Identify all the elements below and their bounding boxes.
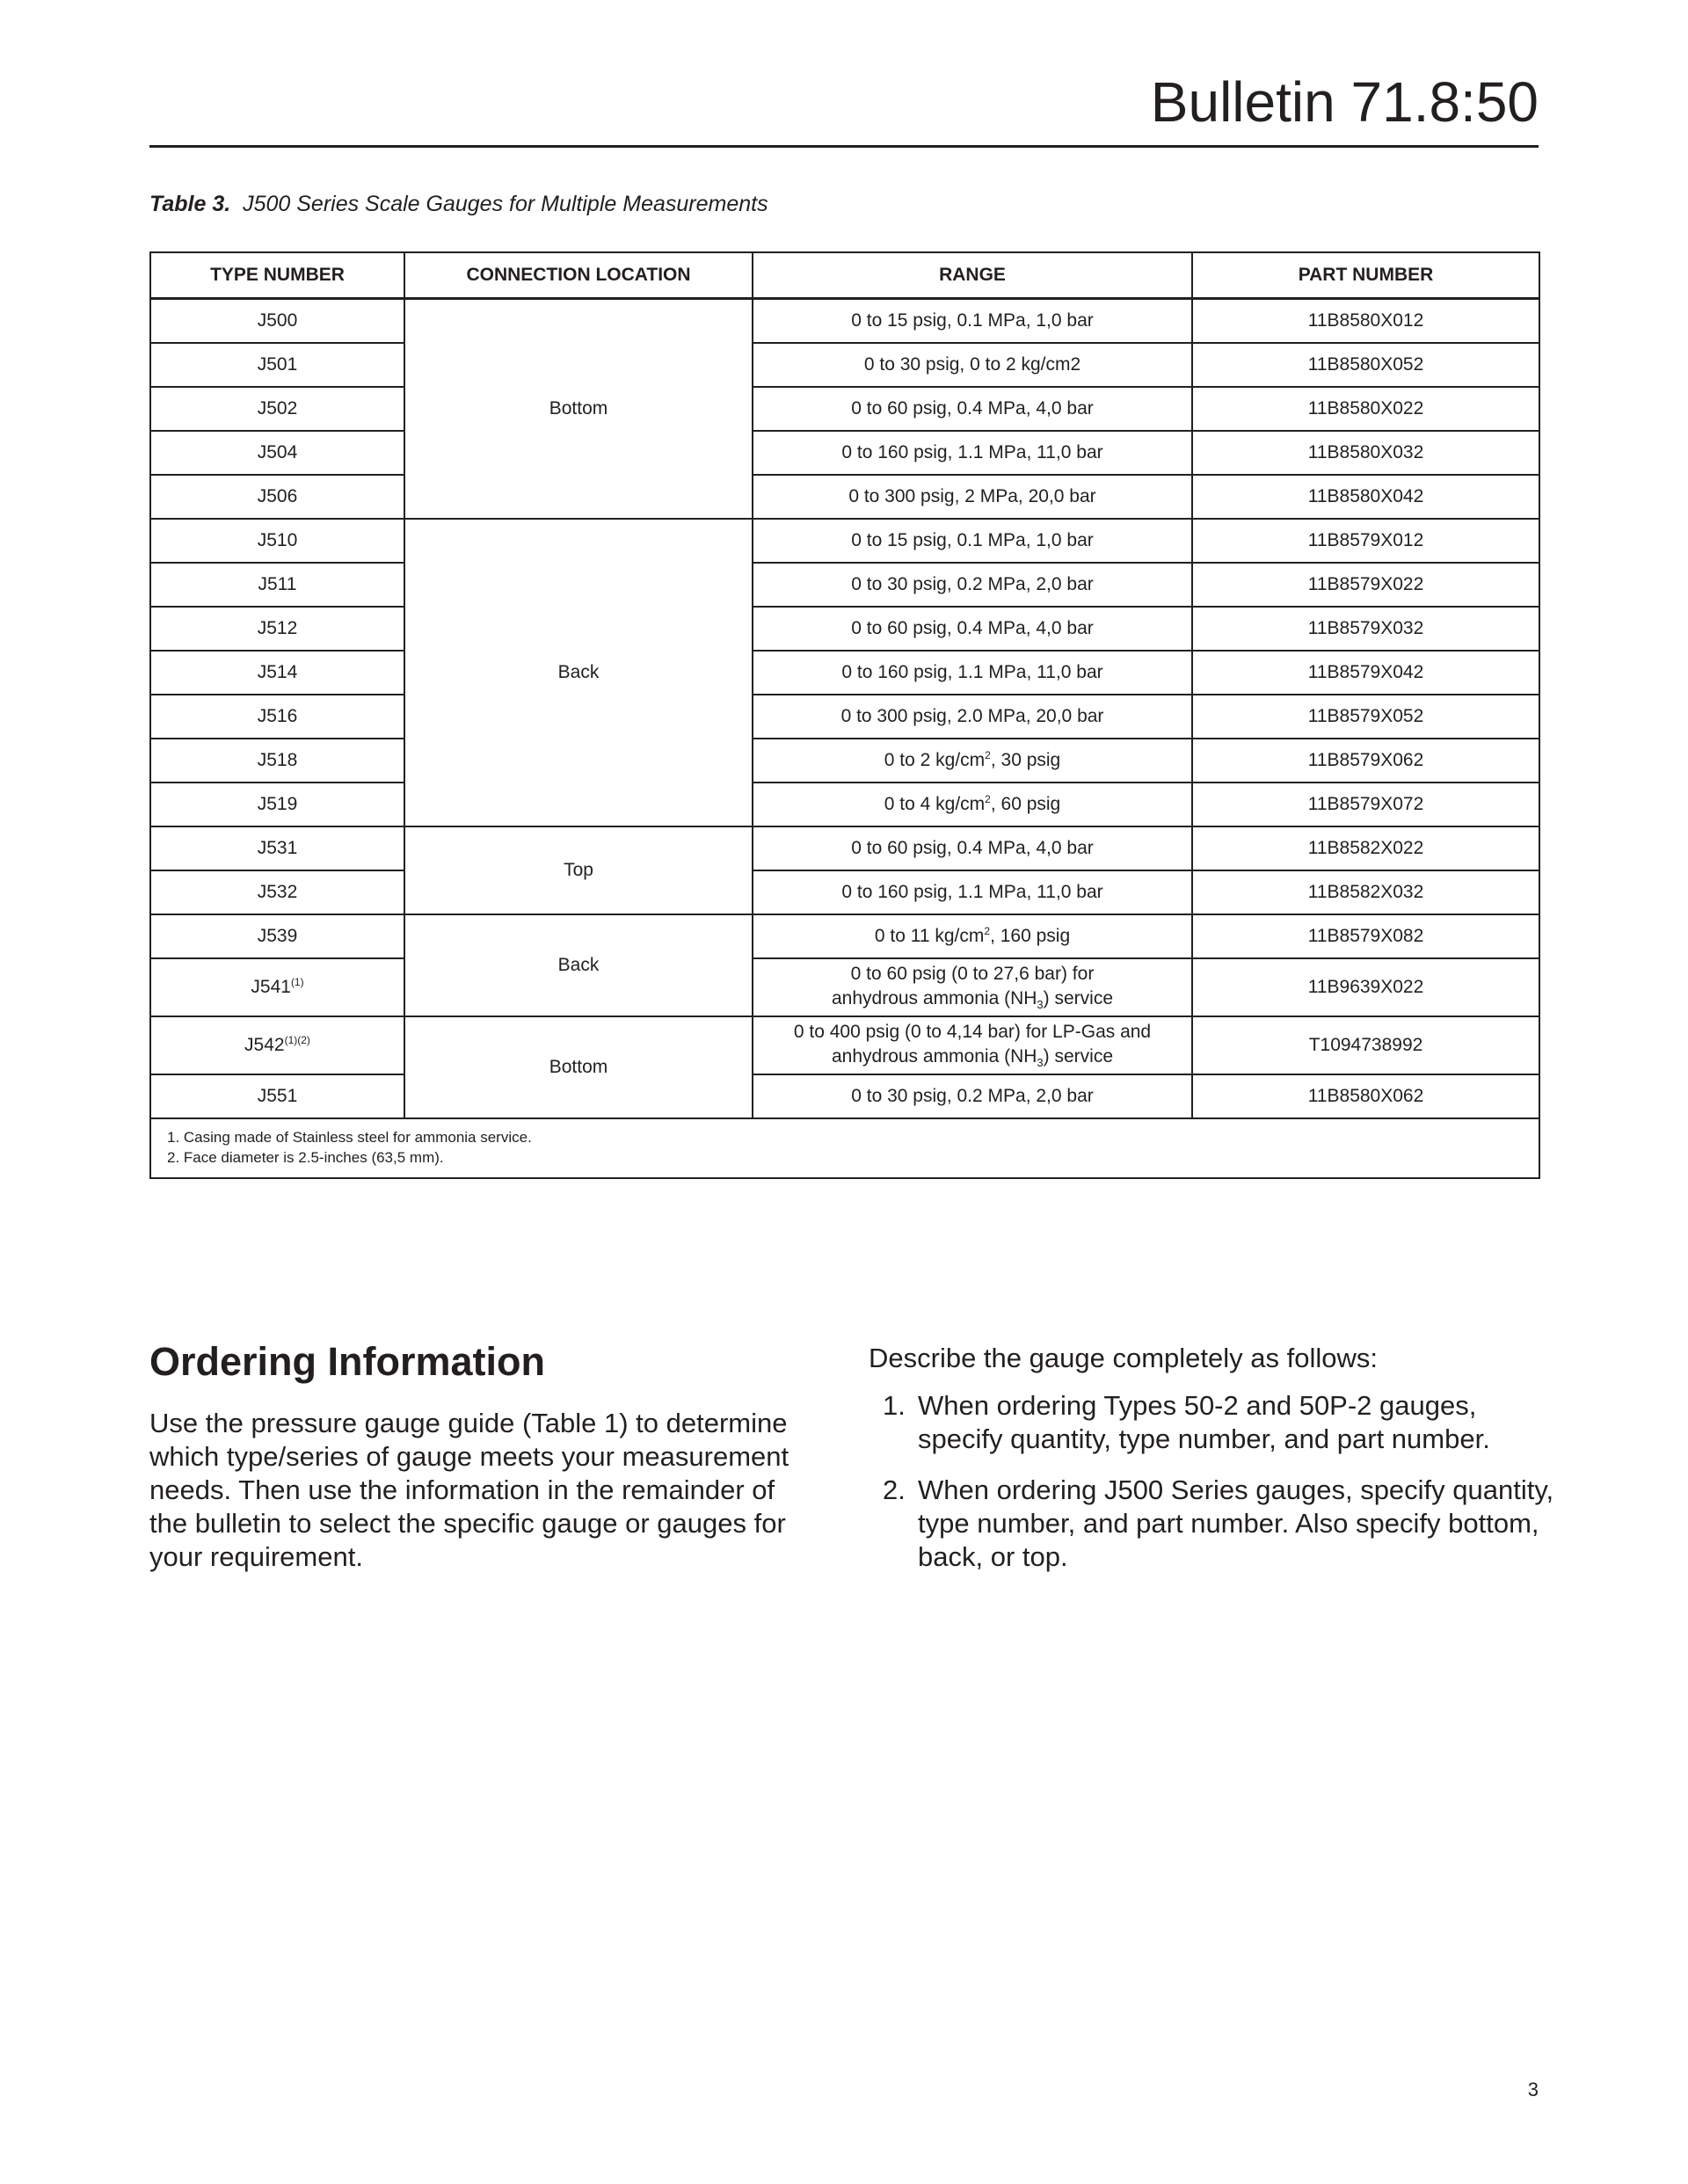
table-row xyxy=(150,651,1539,695)
part-cell: 11B8582X022 xyxy=(1192,826,1539,870)
type-cell: J514 xyxy=(150,651,404,695)
column-header-range: RANGE xyxy=(753,252,1192,299)
range-cell xyxy=(753,1016,1192,1074)
type-cell: J518 xyxy=(150,739,404,783)
range-cell: 0 to 15 psig, 0.1 MPa, 1,0 bar xyxy=(753,519,1192,563)
table-caption-label: Table 3. xyxy=(149,192,231,216)
range-line xyxy=(759,1045,1186,1071)
part-cell: 11B8579X072 xyxy=(1192,783,1539,826)
part-cell: 11B8579X032 xyxy=(1192,607,1539,651)
ordering-right-column xyxy=(869,1342,1554,1591)
type-cell xyxy=(150,958,404,1016)
range-cell xyxy=(753,914,1192,958)
range-text: , 160 psig xyxy=(990,926,1071,947)
table-row xyxy=(150,958,1539,1016)
list-number: 2. xyxy=(883,1474,906,1505)
range-cell xyxy=(753,783,1192,826)
table-row xyxy=(150,607,1539,651)
column-header-part: PART NUMBER xyxy=(1192,252,1539,299)
part-cell: 11B8579X022 xyxy=(1192,563,1539,607)
table-row xyxy=(150,519,1539,563)
subscript: 3 xyxy=(1037,1055,1044,1069)
table-row xyxy=(150,563,1539,607)
table-row xyxy=(150,431,1539,475)
table-row xyxy=(150,870,1539,914)
part-cell: 11B8579X082 xyxy=(1192,914,1539,958)
type-cell: J551 xyxy=(150,1074,404,1118)
ordering-paragraph: Use the pressure gauge guide (Table 1) to determine which type/series of gauge meets your measurement needs. Then use the information in the remainder of the bulletin to select the specific gauge or gauges for your requirement. xyxy=(149,1408,789,1572)
location-cell: Back xyxy=(404,519,753,826)
header-divider xyxy=(149,145,1539,148)
part-cell: 11B8582X032 xyxy=(1192,870,1539,914)
subscript: 3 xyxy=(1037,997,1044,1011)
part-cell: 11B8579X062 xyxy=(1192,739,1539,783)
range-cell: 0 to 300 psig, 2 MPa, 20,0 bar xyxy=(753,475,1192,519)
range-cell: 0 to 30 psig, 0.2 MPa, 2,0 bar xyxy=(753,1074,1192,1118)
superscript: 2 xyxy=(985,749,991,762)
part-cell: 11B8579X042 xyxy=(1192,651,1539,695)
table-row xyxy=(150,387,1539,431)
location-cell: Bottom xyxy=(404,299,753,520)
table-row xyxy=(150,695,1539,739)
range-cell: 0 to 30 psig, 0 to 2 kg/cm2 xyxy=(753,343,1192,387)
list-item xyxy=(869,1474,1554,1574)
table-row xyxy=(150,343,1539,387)
type-cell: J504 xyxy=(150,431,404,475)
part-cell: 11B8579X052 xyxy=(1192,695,1539,739)
type-cell: J519 xyxy=(150,783,404,826)
range-cell: 0 to 60 psig, 0.4 MPa, 4,0 bar xyxy=(753,826,1192,870)
range-cell: 0 to 60 psig, 0.4 MPa, 4,0 bar xyxy=(753,387,1192,431)
range-cell xyxy=(753,958,1192,1016)
part-cell: 11B8579X012 xyxy=(1192,519,1539,563)
type-cell: J500 xyxy=(150,299,404,344)
type-cell: J512 xyxy=(150,607,404,651)
column-header-location: CONNECTION LOCATION xyxy=(404,252,753,299)
part-cell: 11B8580X052 xyxy=(1192,343,1539,387)
part-cell: 11B8580X062 xyxy=(1192,1074,1539,1118)
type-cell: J502 xyxy=(150,387,404,431)
superscript: 2 xyxy=(985,793,991,806)
range-text: 0 to 11 kg/cm xyxy=(874,926,985,947)
range-cell xyxy=(753,739,1192,783)
table-header-row xyxy=(150,252,1539,299)
type-text: J541 xyxy=(251,977,291,998)
list-text: When ordering J500 Series gauges, specify quantity, type number, and part number. Also specify bottom, back, or top. xyxy=(918,1474,1554,1572)
part-cell: 11B9639X022 xyxy=(1192,958,1539,1016)
range-cell: 0 to 160 psig, 1.1 MPa, 11,0 bar xyxy=(753,870,1192,914)
range-text: ) service xyxy=(1043,987,1114,1008)
part-cell: 11B8580X012 xyxy=(1192,299,1539,344)
page-number: 3 xyxy=(1527,2078,1539,2100)
column-header-type: TYPE NUMBER xyxy=(150,252,404,299)
table-row xyxy=(150,1016,1539,1074)
range-text: 0 to 4 kg/cm xyxy=(884,794,986,815)
range-cell: 0 to 160 psig, 1.1 MPa, 11,0 bar xyxy=(753,651,1192,695)
range-text: 0 to 2 kg/cm xyxy=(884,750,986,771)
superscript: 2 xyxy=(984,925,991,938)
range-cell: 0 to 300 psig, 2.0 MPa, 20,0 bar xyxy=(753,695,1192,739)
type-cell: J506 xyxy=(150,475,404,519)
table-row xyxy=(150,783,1539,826)
footnote: 1. Casing made of Stainless steel for ammonia service. xyxy=(167,1129,532,1146)
table-caption-text: J500 Series Scale Gauges for Multiple Measurements xyxy=(243,192,768,216)
part-cell: 11B8580X022 xyxy=(1192,387,1539,431)
range-text: ) service xyxy=(1043,1045,1114,1067)
type-cell: J532 xyxy=(150,870,404,914)
range-line: 0 to 400 psig (0 to 4,14 bar) for LP-Gas and xyxy=(793,1022,1152,1043)
list-item xyxy=(869,1389,1554,1456)
range-line: 0 to 60 psig (0 to 27,6 bar) for xyxy=(850,964,1095,985)
type-cell: J511 xyxy=(150,563,404,607)
location-cell: Top xyxy=(404,826,753,914)
type-cell: J531 xyxy=(150,826,404,870)
range-text: , 60 psig xyxy=(990,794,1061,815)
type-text: J542 xyxy=(244,1035,285,1056)
range-text: anhydrous ammonia (NH xyxy=(831,1045,1037,1067)
table-caption xyxy=(149,193,768,215)
table-notes-row xyxy=(150,1118,1539,1178)
table-row xyxy=(150,1074,1539,1118)
part-cell: 11B8580X032 xyxy=(1192,431,1539,475)
table-row xyxy=(150,826,1539,870)
range-cell: 0 to 60 psig, 0.4 MPa, 4,0 bar xyxy=(753,607,1192,651)
type-cell: J510 xyxy=(150,519,404,563)
range-line xyxy=(759,986,1186,1013)
footnote-ref: (1)(2) xyxy=(284,1034,310,1047)
ordering-list xyxy=(869,1389,1554,1574)
table-row xyxy=(150,475,1539,519)
footnote: 2. Face diameter is 2.5-inches (63,5 mm). xyxy=(167,1148,444,1166)
list-text: When ordering Types 50-2 and 50P-2 gauges, specify quantity, type number, and part number. xyxy=(918,1390,1490,1454)
range-cell: 0 to 160 psig, 1.1 MPa, 11,0 bar xyxy=(753,431,1192,475)
section-heading: Ordering Information xyxy=(149,1339,545,1384)
range-text: anhydrous ammonia (NH xyxy=(831,987,1037,1008)
list-number: 1. xyxy=(883,1390,906,1421)
type-cell: J539 xyxy=(150,914,404,958)
type-cell xyxy=(150,1016,404,1074)
type-cell: J516 xyxy=(150,695,404,739)
table-row xyxy=(150,739,1539,783)
range-text: , 30 psig xyxy=(990,750,1061,771)
table-row xyxy=(150,299,1539,344)
table-row xyxy=(150,914,1539,958)
ordering-intro: Describe the gauge completely as follows: xyxy=(869,1343,1378,1373)
ordering-left-column xyxy=(149,1338,818,1574)
bulletin-title: Bulletin 71.8:50 xyxy=(1150,70,1539,134)
range-cell: 0 to 30 psig, 0.2 MPa, 2,0 bar xyxy=(753,563,1192,607)
location-cell: Back xyxy=(404,914,753,1016)
type-cell: J501 xyxy=(150,343,404,387)
gauge-table xyxy=(149,251,1540,1179)
location-cell: Bottom xyxy=(404,1016,753,1118)
footnote-ref: (1) xyxy=(290,976,304,989)
part-cell: T1094738992 xyxy=(1192,1016,1539,1074)
part-cell: 11B8580X042 xyxy=(1192,475,1539,519)
range-cell: 0 to 15 psig, 0.1 MPa, 1,0 bar xyxy=(753,299,1192,344)
table-notes xyxy=(150,1118,1539,1178)
